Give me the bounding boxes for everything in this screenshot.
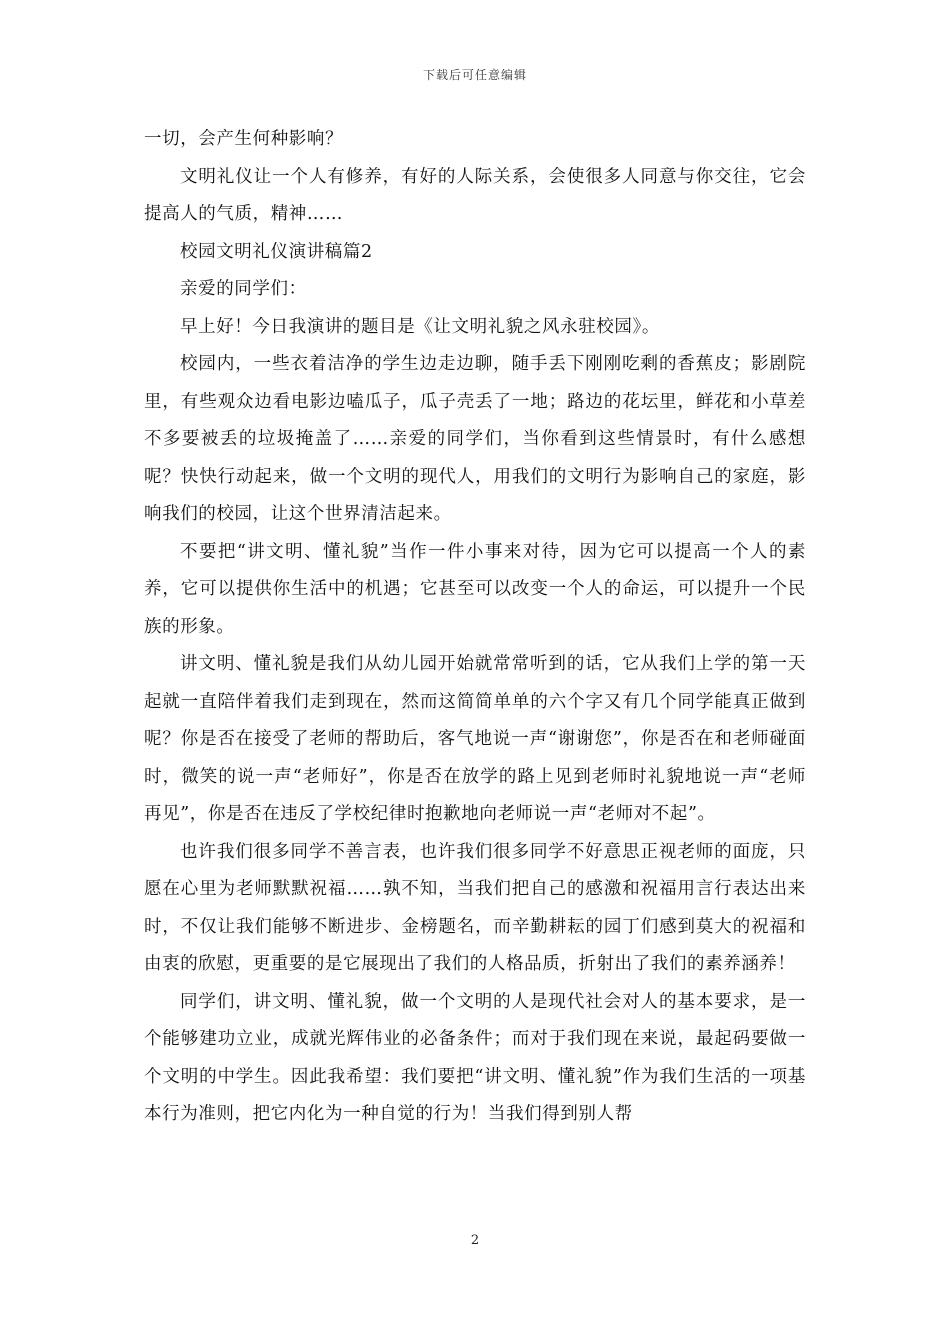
document-body [144,121,806,1134]
section-title: 校园文明礼仪演讲稿篇2 [180,241,373,262]
paragraph-10: 同学们，讲文明、懂礼貌，做一个文明的人是现代社会对人的基本要求，是一个能够建功立业，成就光辉伟业的必备条件；而对于我们现在来说，最起码要做一个文明的中学生。因此我希望：我们要把“讲文明、懂礼貌”作为我们生活的一项基本行为准则，把它内化为一种自觉的行为！当我们得到别人帮 [144,991,806,1124]
page-number: 2 [470,1233,480,1248]
paragraph-8: 讲文明、懂礼貌是我们从幼儿园开始就常常听到的话，它从我们上学的第一天起就一直陪伴着我们走到现在，然而这简简单单的六个字又有几个同学能真正做到呢？你是否在接受了老师的帮助后，客气地说一声“谢谢您”，你是否在和老师碰面时，微笑的说一声“老师好”，你是否在放学的路上见到老师时礼貌地说一声“老师再见”，你是否在违反了学校纪律时抱歉地向老师说一声“老师对不起”。 [144,654,806,824]
page-header: 下载后可任意编辑 [422,68,527,82]
greeting: 早上好！今日我演讲的题目是《让文明礼貌之风永驻校园》。 [180,316,660,337]
paragraph-2: 文明礼仪让一个人有修养，有好的人际关系，会使很多人同意与你交往，它会提高人的气质，精神…… [144,166,806,224]
paragraph-7: 不要把“讲文明、懂礼貌”当作一件小事来对待，因为它可以提高一个人的素养，它可以提供你生活中的机遇；它甚至可以改变一个人的命运，可以提升一个民族的形象。 [144,541,806,637]
paragraph-9: 也许我们很多同学不善言表，也许我们很多同学不好意思正视老师的面庞，只愿在心里为老师默默祝福……孰不知，当我们把自己的感激和祝福用言行表达出来时，不仅让我们能够不断进步、金榜题名，而辛勤耕耘的园丁们感到莫大的祝福和由衷的欣慰，更重要的是它展现出了我们的人格品质，折射出了我们的素养涵养！ [144,841,806,974]
paragraph-6: 校园内，一些衣着洁净的学生边走边聊，随手丢下刚刚吃剩的香蕉皮；影剧院里，有些观众边看电影边嗑瓜子，瓜子壳丢了一地；路边的花坛里，鲜花和小草差不多要被丢的垃圾掩盖了……亲爱的同学们，当你看到这些情景时，有什么感想呢？快快行动起来，做一个文明的现代人，用我们的文明行为影响自己的家庭，影响我们的校园，让这个世界清洁起来。 [144,354,806,524]
salutation: 亲爱的同学们： [180,279,307,299]
paragraph-1: 一切，会产生何种影响？ [144,129,344,149]
